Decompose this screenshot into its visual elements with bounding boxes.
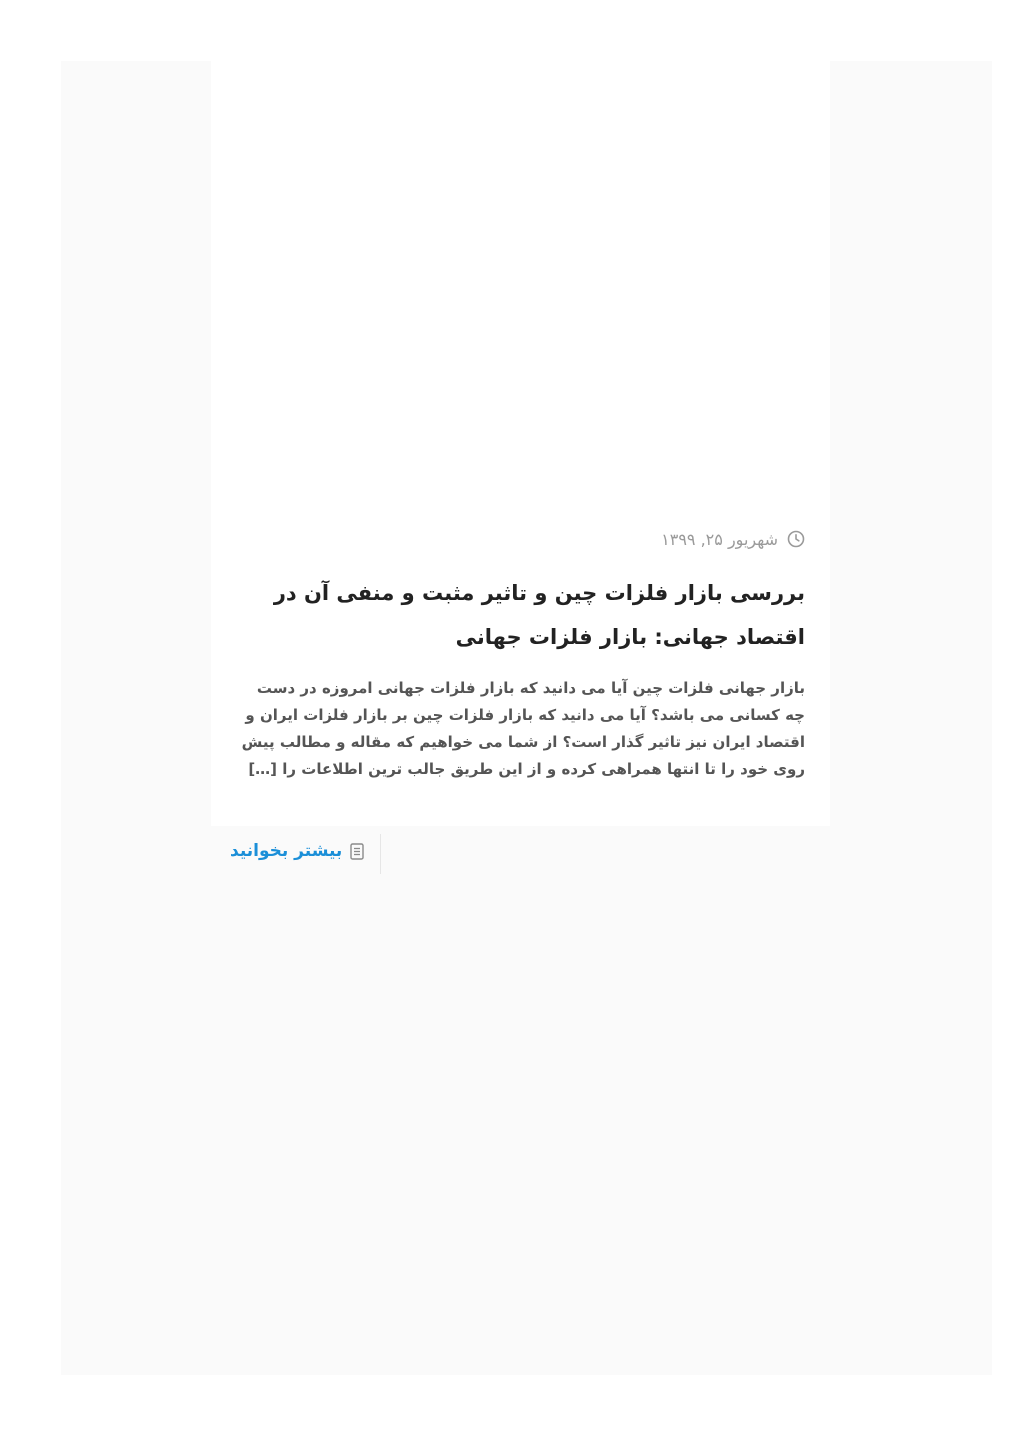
document-icon	[350, 843, 364, 860]
post-date-text: شهریور ۲۵, ۱۳۹۹	[661, 529, 778, 549]
post-meta-date	[235, 527, 805, 551]
read-more-link[interactable]	[230, 841, 364, 861]
read-more-label: بیشتر بخوانید	[230, 841, 343, 861]
post-thumbnail[interactable]	[211, 61, 830, 566]
post-excerpt: بازار جهانی فلزات چین آیا می دانید که بازار فلزات جهانی امروزه در دست چه کسانی می باشد؟ آیا می دانید که بازار فلزات چین بر بازار فلزات ایران و اقتصاد ایران نیز تاثیر گذار است؟ از شما می خواهیم که مقاله و مطالب پیش روی خود را تا انتها همراهی کرده و از این طریق جالب ترین اطلاعات را […]	[241, 679, 805, 778]
clock-icon	[787, 530, 805, 548]
post-card	[211, 61, 830, 826]
post-card-body	[235, 527, 805, 783]
footer-divider	[380, 834, 381, 874]
post-title[interactable]: بررسی بازار فلزات چین و تاثیر مثبت و منفی آن در اقتصاد جهانی: بازار فلزات جهانی	[273, 581, 805, 649]
post-card-footer	[211, 834, 830, 874]
